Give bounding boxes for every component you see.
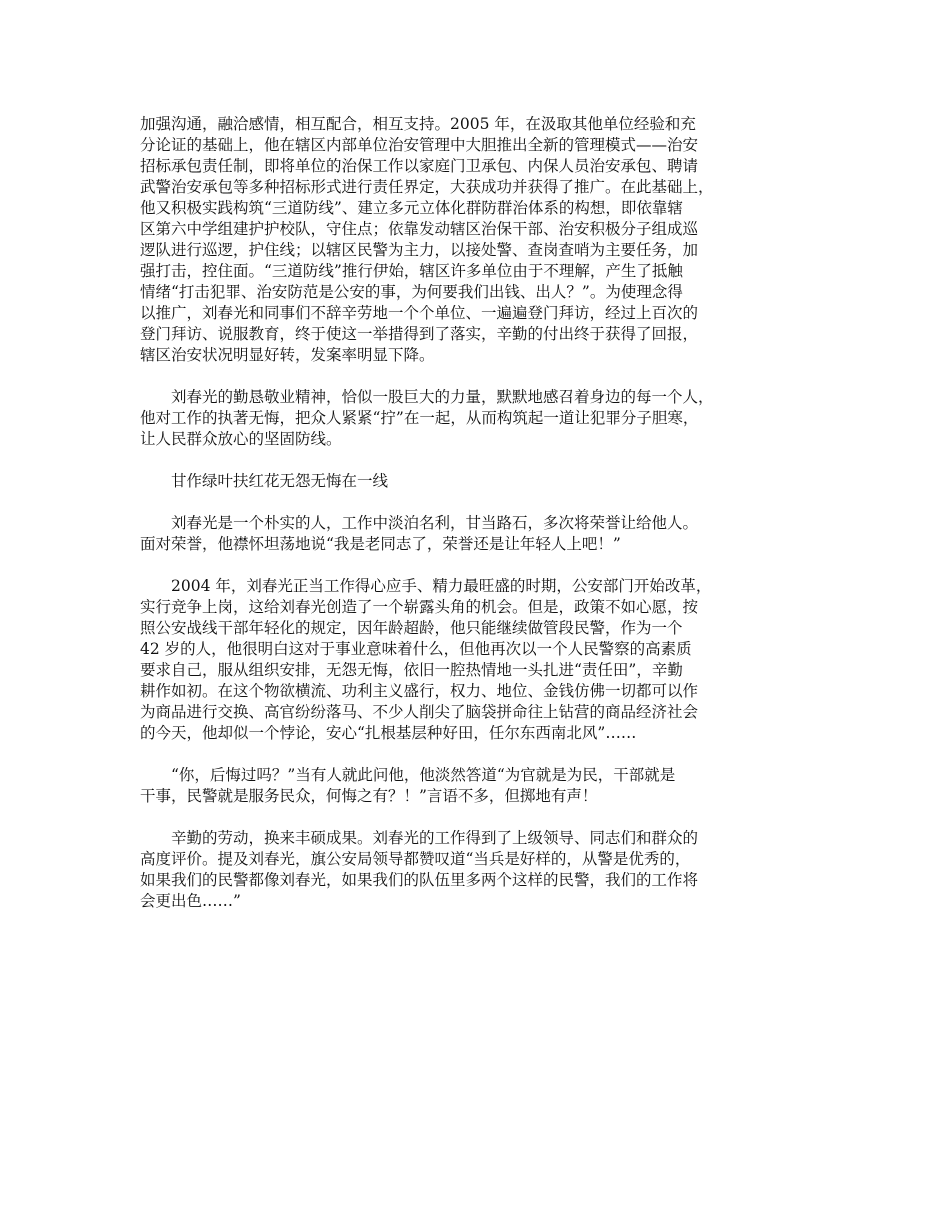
- text-line: 的今天，他却似一个悖论，安心“扎根基层种好田，任尔东西南北风”……: [140, 724, 637, 742]
- text-line: 逻队进行巡逻，护住线；以辖区民警为主力，以接处警、查岗查哨为主要任务，加: [140, 241, 699, 259]
- text-line: 他又积极实践构筑“三道防线”、建立多元立体化群防群治体系的构想，即依靠辖: [140, 199, 683, 217]
- text-line: 以推广，刘春光和同事们不辞辛劳地一个个单位、一遍遍登门拜访，经过上百次的: [140, 304, 699, 322]
- text-line: 为商品进行交换、高官纷纷落马、不少人削尖了脑袋拼命往上钻营的商品经济社会: [140, 703, 699, 721]
- text-line: 耕作如初。在这个物欲横流、功利主义盛行，权力、地位、金钱仿佛一切都可以作: [140, 682, 699, 700]
- text-line: 实行竞争上岗，这给刘春光创造了一个崭露头角的机会。但是，政策不如心愿，按: [140, 598, 699, 616]
- text-line: 甘作绿叶扶红花无怨无悔在一线: [171, 472, 389, 490]
- text-line: 辛勤的劳动，换来丰硕成果。刘春光的工作得到了上级领导、同志们和群众的: [171, 829, 699, 847]
- text-line: 招标承包责任制，即将单位的治保工作以家庭门卫承包、内保人员治安承包、聘请: [140, 157, 699, 175]
- text-line: 如果我们的民警都像刘春光，如果我们的队伍里多两个这样的民警，我们的工作将: [140, 871, 699, 889]
- text-line: 武警治安承包等多种招标形式进行责任界定，大获成功并获得了推广。在此基础上，: [140, 178, 714, 196]
- text-line: 42 岁的人，他很明白这对于事业意味着什么，但他再次以一个人民警察的高素质: [140, 640, 692, 658]
- text-line: 要求自己，服从组织安排，无怨无悔，依旧一腔热情地一头扎进“责任田”，辛勤: [140, 661, 683, 679]
- document-page: [140, 114, 830, 933]
- text-line: 刘春光是一个朴实的人，工作中淡泊名利，甘当路石，多次将荣誉让给他人。: [171, 514, 699, 532]
- text-line: 分论证的基础上，他在辖区内部单位治安管理中大胆推出全新的管理模式——治安: [140, 136, 699, 154]
- text-line: 照公安战线干部年轻化的规定，因年龄超龄，他只能继续做管段民警，作为一个: [140, 619, 683, 637]
- text-line: “你，后悔过吗？”当有人就此问他，他淡然答道“为官就是为民，干部就是: [171, 766, 676, 784]
- text-line: 面对荣誉，他襟怀坦荡地说“我是老同志了，荣誉还是让年轻人上吧！”: [140, 535, 621, 553]
- text-line: 情绪“打击犯罪、治安防范是公安的事，为何要我们出钱、出人？”。为使理念得: [140, 283, 683, 301]
- paragraph: [140, 114, 830, 366]
- text-line: 他对工作的执著无悔，把众人紧紧“拧”在一起，从而构筑起一道让犯罪分子胆寒，: [140, 409, 699, 427]
- text-line: 加强沟通，融洽感情，相互配合，相互支持。2005 年，在汲取其他单位经验和充: [140, 115, 696, 133]
- paragraph: [140, 828, 830, 912]
- text-line: 会更出色……”: [140, 892, 241, 910]
- text-line: 强打击，控住面。“三道防线”推行伊始，辖区许多单位由于不理解，产生了抵触: [140, 262, 683, 280]
- text-line: 2004 年，刘春光正当工作得心应手、精力最旺盛的时期，公安部门开始改革，: [171, 577, 712, 595]
- paragraph: [140, 576, 830, 744]
- text-line: 让人民群众放心的坚固防线。: [140, 430, 342, 448]
- text-line: 高度评价。提及刘春光，旗公安局领导都赞叹道“当兵是好样的，从警是优秀的，: [140, 850, 691, 868]
- text-line: 区第六中学组建护护校队，守住点；依靠发动辖区治保干部、治安积极分子组成巡: [140, 220, 699, 238]
- text-line: 辖区治安状况明显好转，发案率明显下降。: [140, 346, 435, 364]
- section-heading: [140, 471, 830, 492]
- paragraph: [140, 765, 830, 807]
- text-line: 刘春光的勤恳敬业精神，恰似一股巨大的力量，默默地感召着身边的每一个人，: [171, 388, 714, 406]
- paragraph: [140, 513, 830, 555]
- text-line: 干事，民警就是服务民众，何悔之有？！”言语不多，但掷地有声！: [140, 787, 598, 805]
- text-line: 登门拜访、说服教育，终于使这一举措得到了落实，辛勤的付出终于获得了回报，: [140, 325, 699, 343]
- paragraph: [140, 387, 830, 450]
